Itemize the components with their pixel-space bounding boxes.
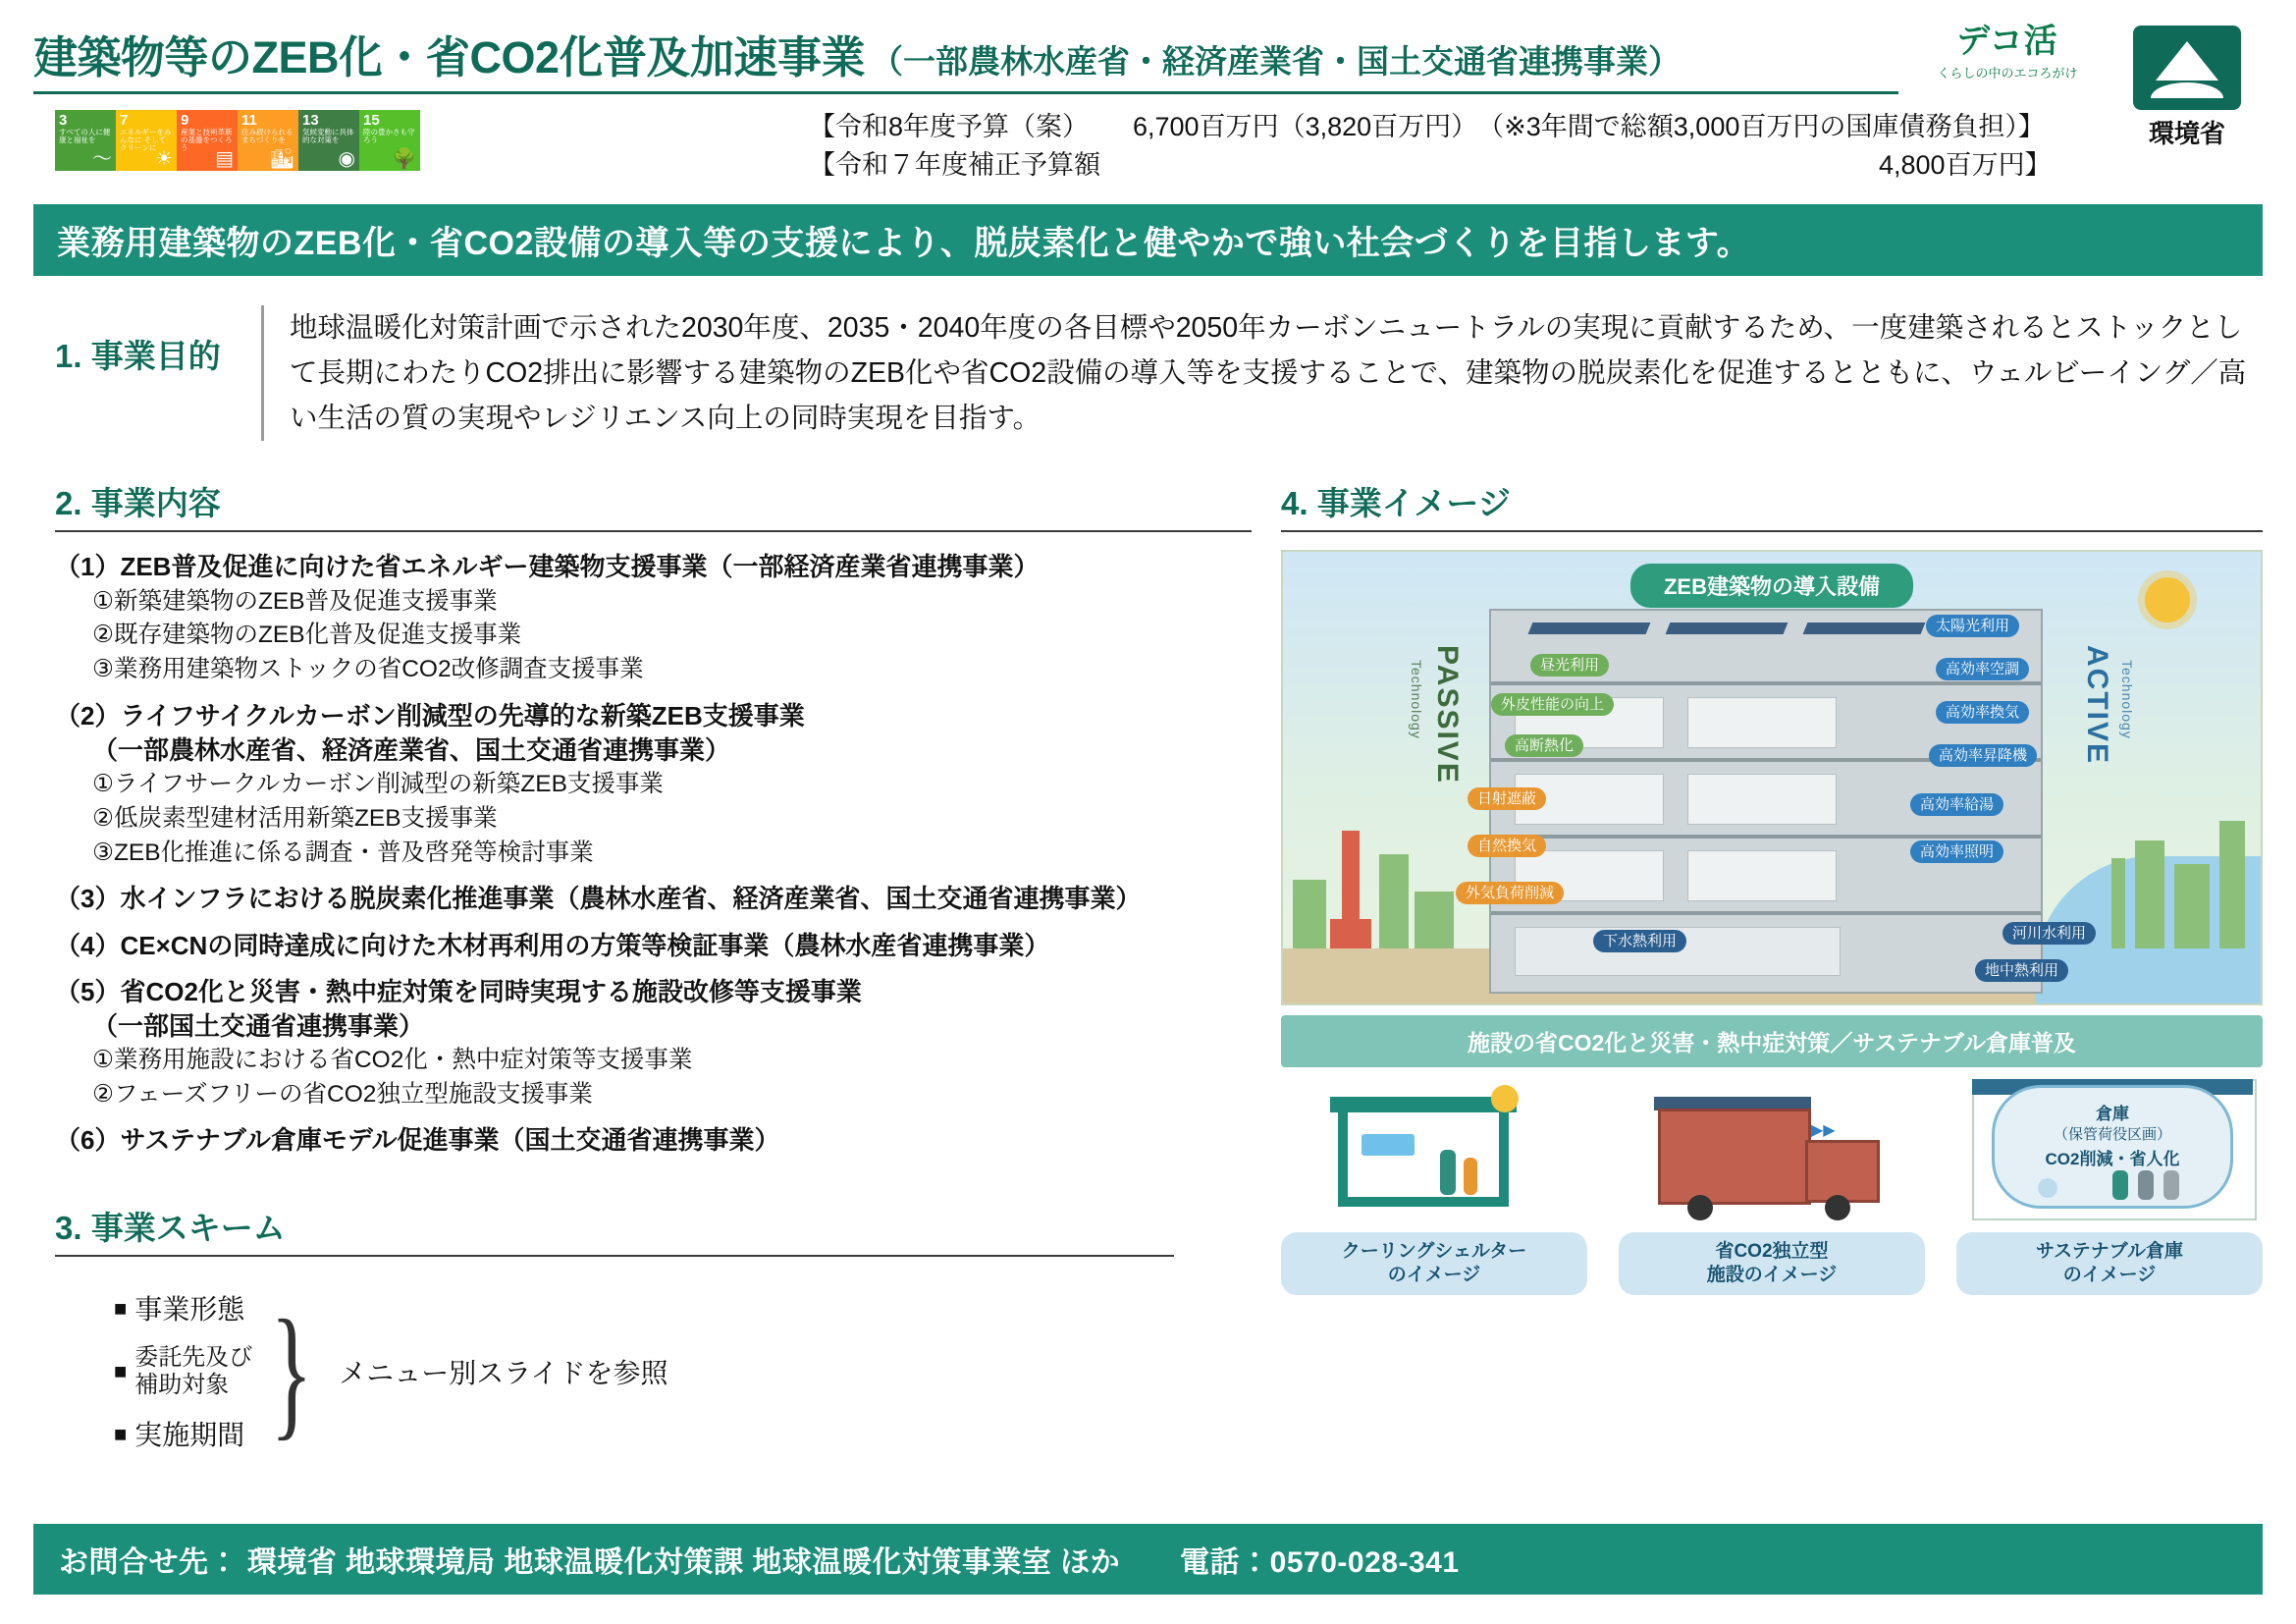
card-co2-independent-facility	[1619, 1079, 1925, 1295]
scheme-row	[114, 1335, 252, 1408]
sdg-icon-15	[359, 110, 420, 171]
scheme-row-label: 実施期間	[134, 1419, 245, 1450]
sdg-text: エネルギーをみんなに そしてクリーンに	[120, 127, 172, 152]
sdg-icon-9	[177, 110, 238, 171]
facility-body	[1658, 1109, 1811, 1205]
card-caption	[1619, 1232, 1925, 1295]
office-room	[1687, 774, 1837, 825]
section-purpose-body: 地球温暖化対策計画で示された2030年度、2035・2040年度の各目標や2050年カーボンニュートラルの実現に貢献するため、一度建築されるとストックとして長期にわたりCO2排出に影響する建築物のZEB化や省CO2設備の導入等を支援することで、建築物の脱炭素化を促進するとともに、ウェルビーイング／高い生活の質の実現やレジリエンス向上の同時実現を目指す。	[261, 305, 2263, 441]
business-subitem: ②フェーズフリーの省CO2独立型施設支援事業	[92, 1080, 593, 1108]
section-purpose	[33, 305, 2263, 441]
business-subitem: ③ZEB化推進に係る調査・普及啓発等検討事業	[92, 839, 594, 866]
tag-high-efficiency-ventilation: 高効率換気	[1936, 701, 2029, 724]
card-cooling-shelter	[1281, 1079, 1587, 1295]
air-conditioner-icon	[1362, 1134, 1415, 1156]
scheme-row	[114, 1408, 252, 1461]
brace-icon: }	[270, 1290, 313, 1454]
card-caption-line1: クーリングシェルター	[1341, 1241, 1527, 1263]
business-item-title-cont: （一部国土交通省連携事業）	[92, 1010, 425, 1041]
ministry-emblem-icon	[2133, 26, 2241, 110]
section-contents-divider	[55, 530, 1252, 532]
scheme-note: メニュー別スライドを参照	[339, 1358, 668, 1389]
sdg-icon-3	[55, 110, 116, 171]
budget-note-1: （※3年間で総額3,000百万円の国庫債務負担）】	[1477, 112, 2045, 141]
sdg-text: 住み続けられるまちづくりを	[241, 127, 294, 144]
business-item-title: （1）ZEB普及促進に向けた省エネルギー建築物支援事業（一部経済産業省連携事業）	[55, 552, 1040, 582]
office-room	[1687, 850, 1837, 901]
budget-row-1	[809, 108, 2263, 146]
tag-geothermal: 地中熱利用	[1975, 959, 2068, 982]
slide-header	[33, 0, 2263, 198]
scheme-row	[114, 1282, 252, 1335]
office-room	[1687, 697, 1837, 748]
cloud-line-3: CO2削減・省人化	[2045, 1150, 2180, 1169]
title-divider	[33, 91, 1898, 94]
sdg-number: 7	[120, 112, 129, 129]
tag-river-water: 河川水利用	[2002, 922, 2096, 945]
sdg-text: 陸の豊かさも守ろう	[363, 127, 415, 144]
sdg-number: 3	[59, 112, 68, 129]
business-item-title-cont: （一部農林水産省、経済産業省、国土交通省連携事業）	[92, 735, 731, 765]
warehouse-illustration	[1956, 1079, 2263, 1226]
headline-banner: 業務用建築物のZEB化・省CO2設備の導入等の支援により、脱炭素化と健やかで強い社会づくりを目指します。	[33, 204, 2263, 276]
business-subitem: ①業務用施設における省CO2化・熱中症対策等支援事業	[92, 1046, 693, 1073]
shelter-body	[1338, 1112, 1509, 1207]
card-caption-line1: サステナブル倉庫	[2035, 1241, 2184, 1263]
city-icon: 🏙	[269, 148, 294, 170]
person-icon	[1464, 1158, 1477, 1195]
section-contents-heading: 2. 事業内容	[55, 485, 221, 522]
sdg-text: 産業と技術革新の基盤をつくろう	[181, 127, 233, 152]
sky-tree-icon	[2111, 858, 2125, 948]
sdg-icon-7	[116, 110, 177, 171]
passive-tech-label: Technology	[1409, 660, 1424, 740]
zeb-building-illustration	[1281, 550, 2263, 1005]
section-scheme-heading: 3. 事業スキーム	[55, 1210, 286, 1247]
sdg-number: 9	[181, 112, 189, 129]
business-item-title: （3）水インフラにおける脱炭素化推進事業（農林水産省、経済産業省、国土交通省連携事業）	[55, 884, 1142, 914]
facility-cards	[1281, 1079, 2263, 1295]
budget-row-2	[809, 146, 2263, 185]
tag-solar-use: 太陽光利用	[1926, 615, 2019, 637]
business-subitem: ③業務用建築物ストックの省CO2改修調査支援事業	[92, 656, 644, 683]
page-subtitle: （一部農林水産省・経済産業省・国土交通省連携事業）	[871, 43, 1682, 80]
business-subitem: ①新築建築物のZEB普及促進支援事業	[92, 587, 498, 615]
warehouse-cloud	[1992, 1085, 2233, 1209]
business-item	[55, 699, 1252, 871]
page-title: 建築物等のZEB化・省CO2化普及加速事業	[33, 32, 866, 82]
deco-logo-text: デコ活	[1956, 23, 2058, 60]
card-caption	[1281, 1232, 1587, 1295]
cloud-line-1: 倉庫	[2096, 1105, 2129, 1124]
facility-band-label: 施設の省CO2化と災害・熱中症対策／サステナブル倉庫普及	[1281, 1015, 2263, 1067]
wheel-icon	[1825, 1195, 1850, 1220]
zeb-badge: ZEB建築物の導入設備	[1630, 564, 1913, 608]
business-item-title: （5）省CO2化と災害・熱中症対策を同時実現する施設改修等支援事業	[55, 976, 862, 1006]
content-columns	[33, 478, 2263, 1461]
sdg-icon-strip	[55, 110, 420, 171]
tag-high-efficiency-hvac: 高効率空調	[1936, 658, 2029, 680]
contact-footer: お問合せ先： 環境省 地球環境局 地球温暖化対策課 地球温暖化対策事業室 ほか 電話：0570-028-341	[33, 1524, 2263, 1595]
floor-line	[1491, 681, 2041, 685]
bullet-square-icon: ■	[114, 1359, 128, 1384]
sdg-text: すべての人に健康と福祉を	[59, 127, 111, 144]
section-image-divider	[1281, 530, 2263, 532]
tag-outdoor-load-reduction: 外気負荷削減	[1456, 882, 1564, 904]
card-caption-line2: のイメージ	[1387, 1265, 1481, 1286]
solar-panel-icon	[1803, 623, 1926, 634]
tag-high-efficiency-water-heating: 高効率給湯	[1910, 793, 2003, 816]
tower-base	[1330, 919, 1371, 948]
tag-insulation: 高断熱化	[1505, 734, 1583, 757]
cloud-line-2: （保管荷役区画）	[2053, 1126, 2171, 1144]
budget-amount-2: 4,800百万円】	[1879, 150, 2052, 181]
card-caption-line2: 施設のイメージ	[1706, 1265, 1838, 1286]
card-caption	[1956, 1232, 2263, 1295]
scheme-row-label-multiline	[134, 1344, 252, 1401]
section-image-heading: 4. 事業イメージ	[1281, 485, 1511, 522]
person-icon	[2112, 1170, 2128, 1200]
person-icon	[2163, 1170, 2179, 1200]
wheel-icon	[1687, 1195, 1713, 1220]
green-building	[1415, 892, 1454, 948]
business-item-title: （6）サステナブル倉庫モデル促進事業（国土交通省連携事業）	[55, 1125, 780, 1156]
section-scheme-divider	[55, 1255, 1174, 1257]
card-sustainable-warehouse	[1956, 1079, 2263, 1295]
active-tech-label: Technology	[2119, 660, 2135, 740]
budget-label-2: 【令和７年度補正予算額	[809, 150, 1100, 181]
globe-icon: ◉	[338, 148, 355, 170]
tag-natural-ventilation: 自然換気	[1468, 835, 1546, 857]
section-scheme	[55, 1203, 1252, 1461]
sdg-number: 15	[363, 112, 380, 129]
scheme-body	[55, 1282, 1252, 1461]
factory-icon: ▤	[215, 148, 234, 170]
card-caption-line2: のイメージ	[2062, 1265, 2157, 1286]
budget-amount-1: 6,700百万円（3,820百万円）	[1133, 112, 1478, 141]
truck-cab	[1805, 1140, 1880, 1203]
deco-logo-subtext: くらしの中のエコろがけ	[1937, 66, 2078, 81]
tag-solar-shading: 日射遮蔽	[1468, 787, 1546, 810]
passive-label: PASSIVE	[1431, 645, 1464, 785]
tag-high-efficiency-elevator: 高効率昇降機	[1929, 744, 2037, 767]
ministry-logo	[2119, 26, 2255, 150]
solar-panel-icon	[1666, 623, 1789, 634]
floor-line	[1491, 835, 2041, 839]
bullet-square-icon: ■	[114, 1296, 128, 1322]
green-building	[1293, 880, 1326, 948]
tag-sewage-heat: 下水熱利用	[1593, 930, 1686, 952]
green-building	[2219, 821, 2245, 948]
scheme-row-label-a: 委託先及び	[134, 1343, 253, 1371]
business-image	[1281, 550, 2263, 1295]
sun-icon	[2145, 577, 2190, 623]
tag-daylight: 昼光利用	[1530, 654, 1609, 677]
green-building	[2174, 864, 2210, 948]
business-item	[55, 975, 1252, 1112]
floor-line	[1491, 911, 2041, 915]
budget-block	[809, 108, 2263, 185]
tag-envelope-performance: 外皮性能の向上	[1491, 693, 1614, 716]
person-icon	[1440, 1150, 1456, 1195]
business-item-title: （4）CE×CNの同時達成に向けた木材再利用の方策等検証事業（農林水産省連携事業）	[55, 930, 1050, 960]
business-subitem: ②既存建築物のZEB化普及促進支援事業	[92, 622, 522, 649]
ministry-name: 環境省	[2148, 119, 2225, 148]
business-item	[55, 1123, 1252, 1158]
business-subitem: ②低炭素型建材活用新築ZEB支援事業	[92, 804, 498, 832]
business-subitem: ①ライフサークルカーボン削減型の新築ZEB支援事業	[92, 771, 664, 798]
business-item	[55, 882, 1252, 916]
cooling-shelter-illustration	[1281, 1079, 1587, 1226]
sdg-number: 11	[241, 112, 257, 129]
business-item	[55, 550, 1252, 686]
deco-katsu-logo	[1909, 14, 2106, 81]
section-purpose-heading: 1. 事業目的	[55, 338, 221, 374]
tag-high-efficiency-lighting: 高効率照明	[1910, 840, 2003, 863]
card-caption-line1: 省CO2独立型	[1715, 1241, 1829, 1263]
sdg-text: 気候変動に具体的な対策を	[302, 127, 354, 144]
business-item-title: （2）ライフサイクルカーボン削減型の先導的な新築ZEB支援事業	[55, 700, 805, 731]
left-column	[55, 478, 1252, 1461]
budget-label-1: 【令和8年度予算（案）	[809, 112, 1090, 141]
co2-bubble-icon	[2038, 1178, 2057, 1198]
business-item	[55, 929, 1252, 963]
green-building	[1379, 854, 1409, 948]
right-column	[1281, 478, 2263, 1461]
person-icon	[2138, 1170, 2154, 1200]
scheme-item-list	[114, 1282, 252, 1461]
tree-icon: 🌳	[392, 148, 416, 170]
scheme-row-label: 事業形態	[134, 1293, 245, 1325]
motion-arrow-icon: ▶▶	[1811, 1122, 1836, 1140]
sdg-icon-11	[238, 110, 298, 171]
active-label: ACTIVE	[2081, 645, 2113, 766]
sdg-number: 13	[302, 112, 319, 129]
solar-panel-icon	[1528, 623, 1651, 634]
bullet-square-icon: ■	[114, 1422, 128, 1447]
heartbeat-icon: 〜	[92, 148, 112, 170]
green-building	[2135, 840, 2164, 948]
shelter-roof	[1330, 1097, 1517, 1112]
scheme-row-label-b: 補助対象	[134, 1372, 230, 1399]
independent-facility-illustration	[1619, 1079, 1925, 1226]
sun-icon: ☀	[155, 148, 173, 170]
sdg-icon-13	[298, 110, 359, 171]
